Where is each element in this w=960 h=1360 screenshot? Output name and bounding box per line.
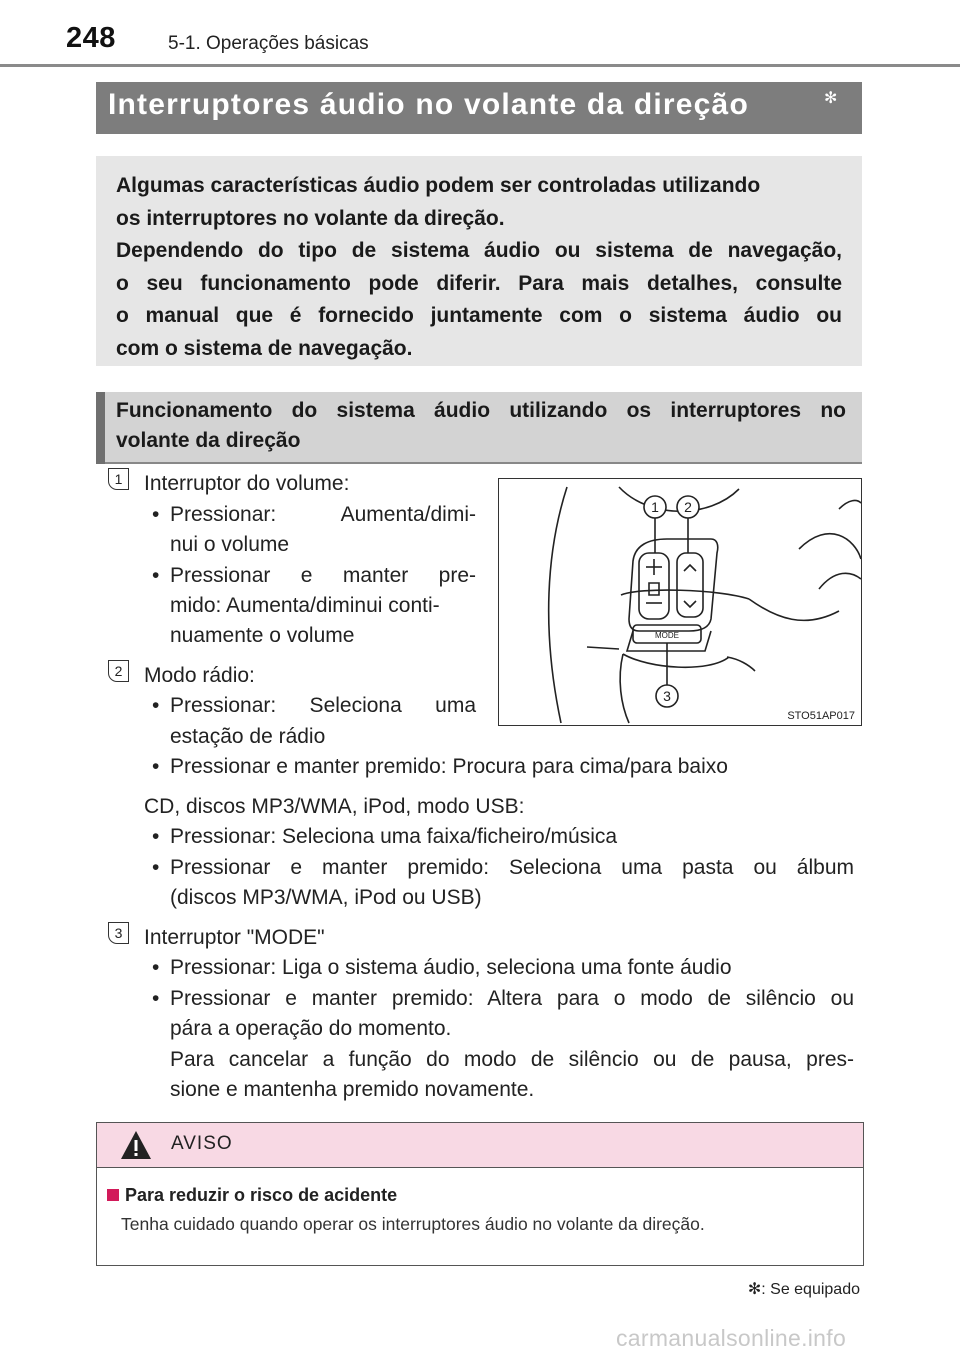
bullet-text: pára a operação do momento. (170, 1017, 452, 1040)
intro-line: com o sistema de navegação. (116, 336, 413, 360)
subsection-title: CD, discos MP3/WMA, iPod, modo USB: (144, 795, 525, 818)
bullet: • (152, 987, 160, 1010)
section-reference: 5-1. Operações básicas (168, 33, 369, 54)
subheading-box (96, 392, 862, 464)
bullet-text: Pressionar e manter premido: Altera para o modo de silêncio ou (170, 987, 854, 1010)
footnote-star-icon: ✻ (747, 1281, 762, 1298)
intro-line: os interruptores no volante da direção. (116, 206, 505, 230)
watermark: carmanualsonline.info (616, 1325, 847, 1351)
subheading-bar (96, 392, 105, 464)
bullet-text: Pressionar: Seleciona uma faixa/ficheiro/música (170, 825, 618, 848)
bullet: • (152, 694, 160, 717)
title-banner (96, 82, 862, 134)
page-title: Interruptores áudio no volante da direção (108, 88, 749, 121)
bullet-text: Pressionar: Aumenta/dimi- (170, 503, 476, 526)
bullet-text: Para cancelar a função do modo de silêncio ou de pausa, pres- (170, 1048, 854, 1071)
item-title: Interruptor do volume: (144, 472, 350, 495)
bullet-text: Pressionar e manter premido: Seleciona uma pasta ou álbum (170, 856, 854, 879)
subheading-line: volante da direção (116, 429, 301, 452)
footnote (748, 1279, 860, 1299)
mode-button-label: MODE (655, 631, 679, 640)
warning-square-icon (107, 1189, 119, 1201)
bullet: • (152, 825, 160, 848)
bullet-text: nui o volume (170, 533, 290, 556)
intro-line: Dependendo do tipo de sistema áudio ou sistema de navegação, (116, 239, 842, 262)
bullet: • (152, 755, 160, 778)
steering-switch-figure (498, 478, 862, 726)
bullet-text: Pressionar e manter pre- (170, 564, 476, 587)
bullet-text: (discos MP3/WMA, iPod ou USB) (170, 886, 482, 909)
warning-box (96, 1122, 864, 1266)
bullet-text: Pressionar: Liga o sistema áudio, seleciona uma fonte áudio (170, 956, 732, 979)
intro-box (96, 156, 862, 366)
item-title: Interruptor "MODE" (144, 926, 325, 949)
footnote-text: : Se equipado (761, 1281, 860, 1298)
equipped-star-icon: ✻ (824, 90, 838, 107)
steering-wheel-illustration (499, 479, 861, 725)
bullet-text: Pressionar: Seleciona uma (170, 694, 476, 717)
bullet-text: Pressionar e manter premido: Procura para cima/para baixo (170, 755, 728, 778)
warning-label: AVISO (171, 1133, 233, 1154)
figure-callout-3: 3 (663, 688, 671, 704)
bullet: • (152, 564, 160, 587)
header-rule (0, 64, 960, 67)
intro-line: o manual que é fornecido juntamente com o sistema áudio ou (116, 304, 842, 327)
item-number-badge: 2 (108, 660, 129, 682)
subheading-line: Funcionamento do sistema áudio utilizando os interruptores no (116, 399, 846, 422)
bullet-text: nuamente o volume (170, 624, 355, 647)
warning-body: Tenha cuidado quando operar os interruptores áudio no volante da direção. (121, 1214, 705, 1234)
bullet: • (152, 956, 160, 979)
intro-line: o seu funcionamento pode diferir. Para mais detalhes, consulte (116, 271, 842, 295)
warning-triangle-icon (119, 1129, 153, 1161)
bullet: • (152, 503, 160, 526)
bullet-text: mido: Aumenta/diminui conti- (170, 594, 440, 617)
item-number-badge: 1 (108, 468, 129, 490)
warning-title (107, 1185, 397, 1206)
bullet: • (152, 856, 160, 879)
item-number-badge: 3 (108, 922, 129, 944)
figure-callout-1: 1 (651, 499, 659, 515)
bullet-text: estação de rádio (170, 725, 326, 748)
intro-text (116, 170, 842, 365)
warning-header (97, 1123, 863, 1168)
figure-callout-2: 2 (684, 499, 692, 515)
warning-title-text: Para reduzir o risco de acidente (125, 1185, 398, 1205)
figure-code: STO51AP017 (787, 710, 855, 722)
subheading (116, 396, 846, 456)
intro-line: Algumas características áudio podem ser controladas utilizando (116, 174, 761, 197)
bullet-text: sione e mantenha premido novamente. (170, 1078, 535, 1101)
page-number: 248 (66, 22, 116, 54)
item-title: Modo rádio: (144, 664, 255, 687)
